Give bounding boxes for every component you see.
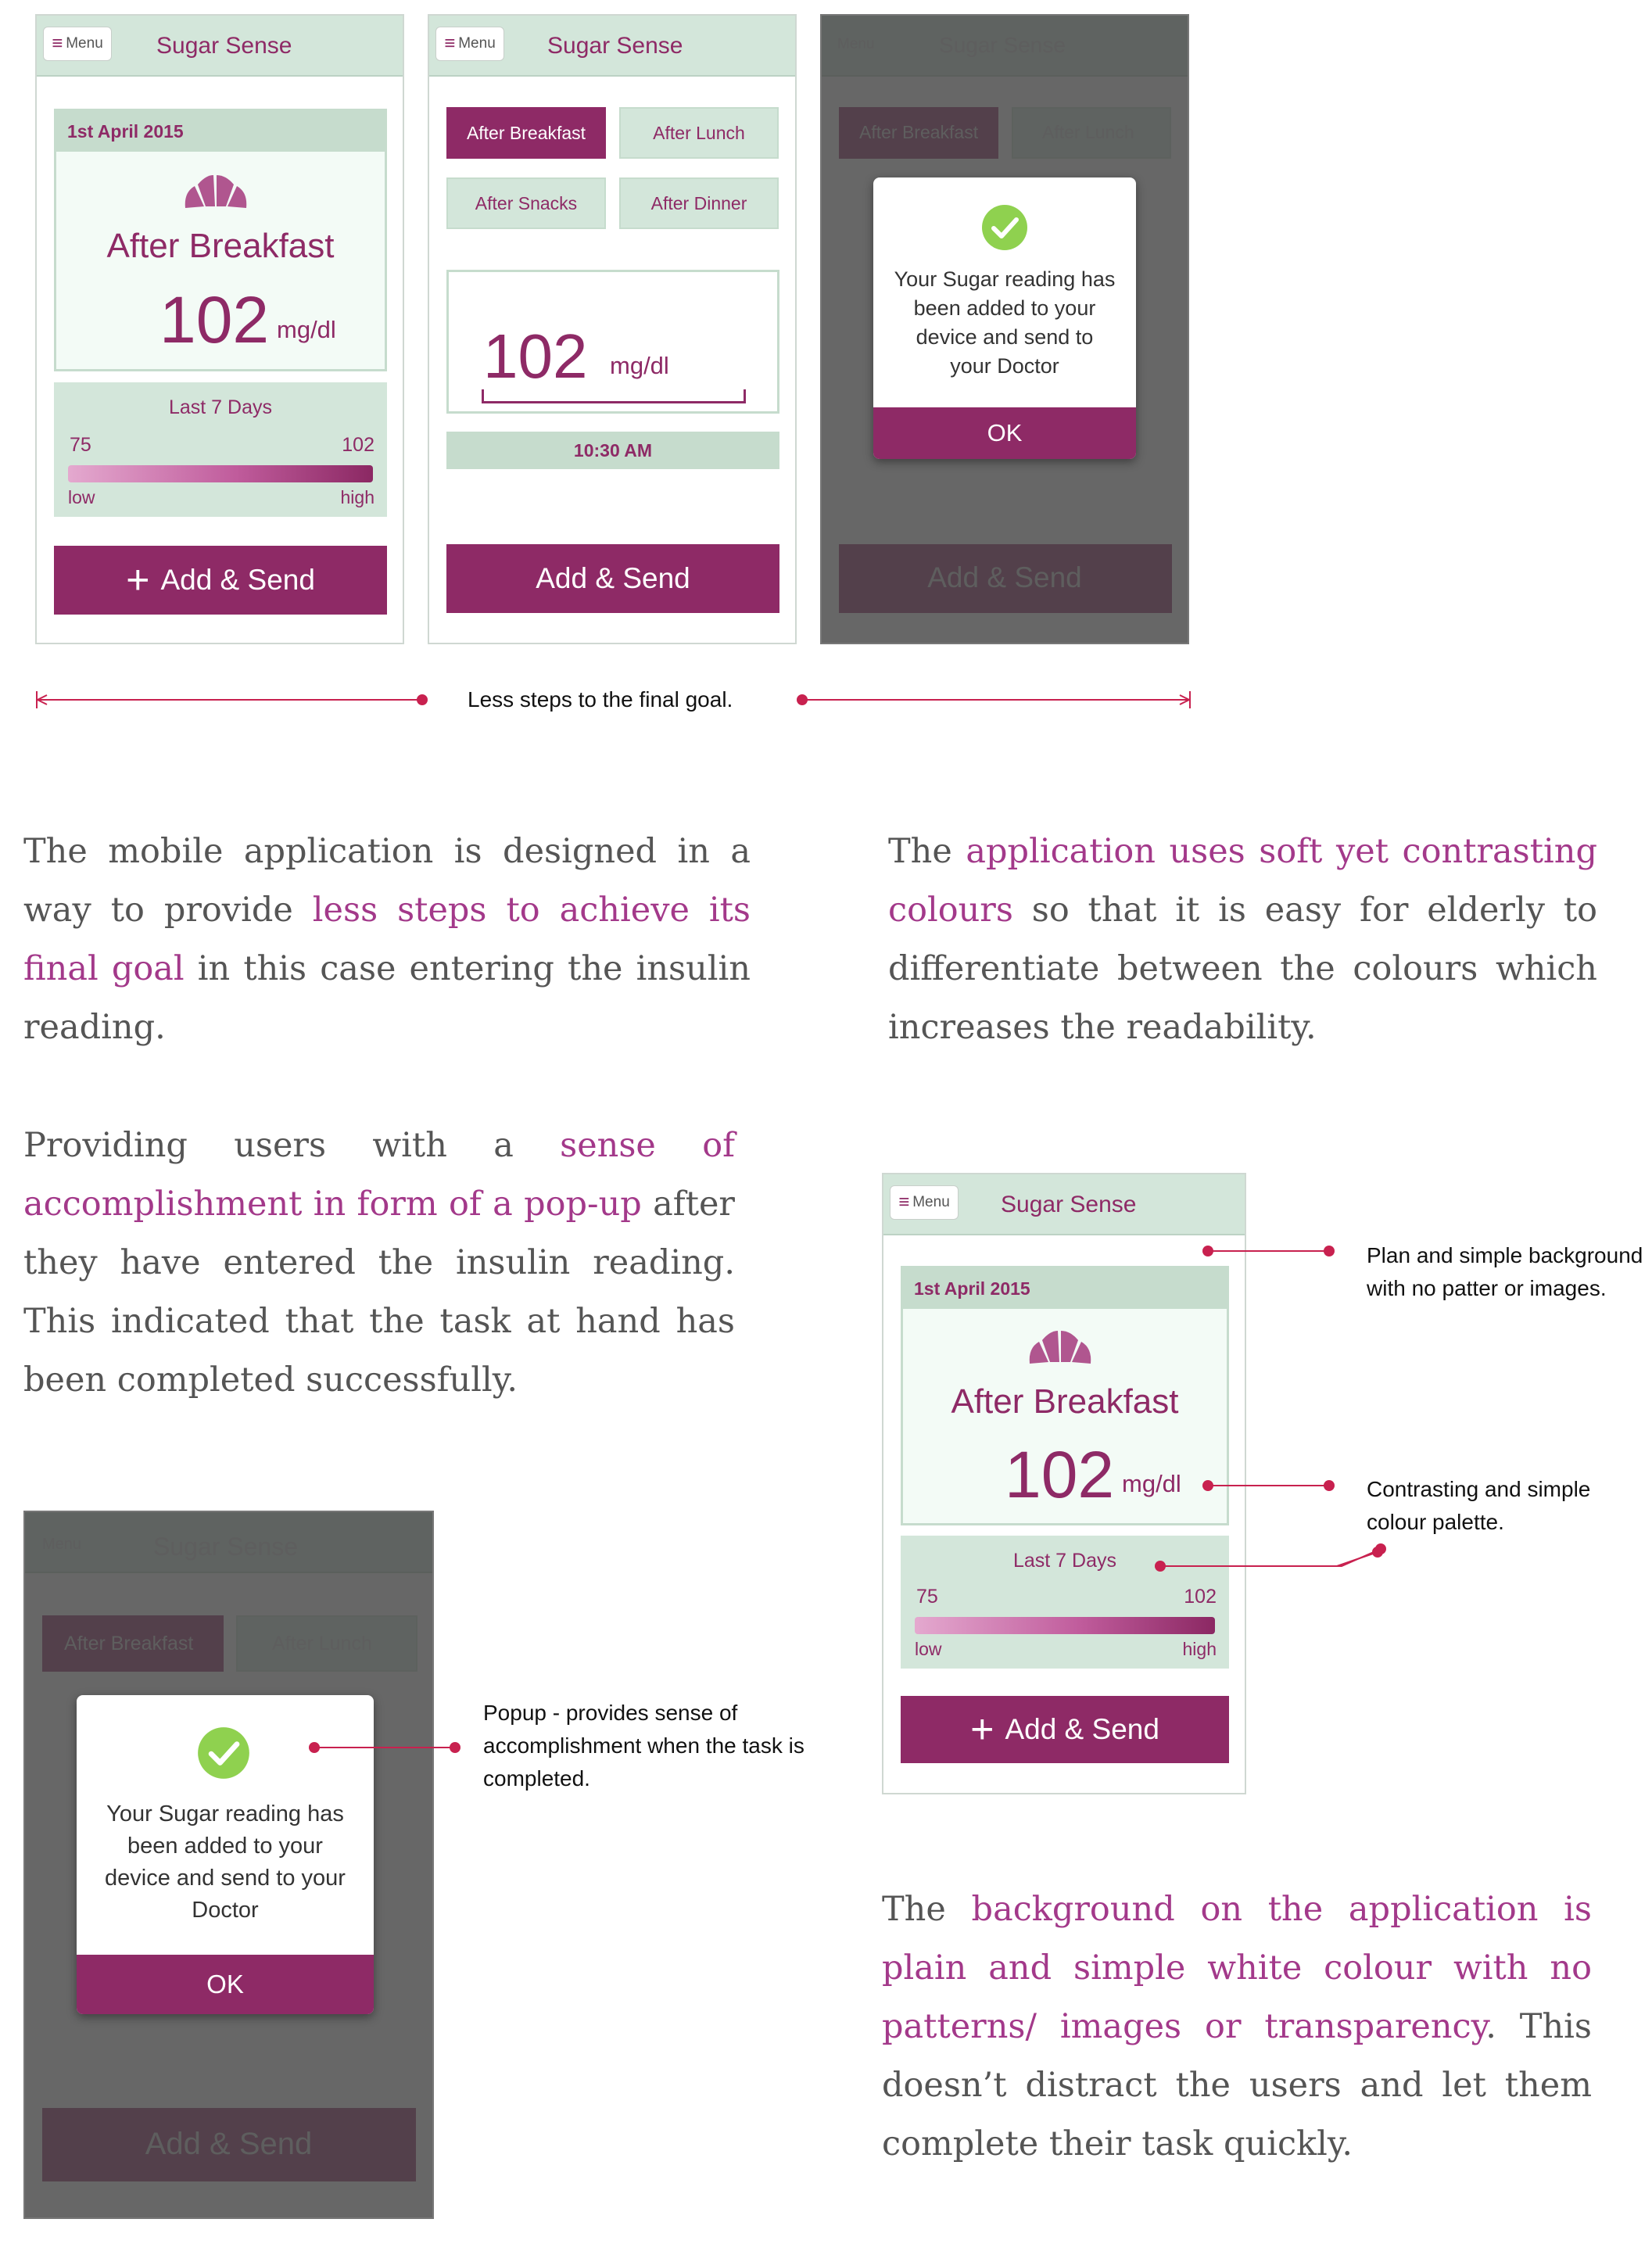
ok-button[interactable]: OK [873,407,1136,459]
reading-unit: mg/dl [610,352,669,379]
last-7-days-panel [54,382,387,517]
menu-label-dimmed: Menu [837,36,875,52]
meal-label: After Breakfast [951,1382,1179,1421]
p1-text-end: in this case entering the insulin reading. [23,949,751,1047]
p3-text-end: after they have entered the insulin reading. This indicated that the task at hand has been completed successfully. [23,1185,735,1400]
reading-unit: mg/dl [277,316,336,343]
option-after-dinner[interactable]: After Dinner [619,177,779,229]
paragraph-colours [888,823,1597,1057]
paragraph-steps [23,823,751,1057]
hamburger-icon: ≡ [52,33,63,54]
range-bar [68,465,373,482]
reading-value: 102 [483,321,588,391]
confirmation-message: Your Sugar reading has been added to your device and send to your Doctor [105,1801,346,1923]
p3-highlight: sense of accomplishment in form of a pop-up [23,1126,735,1224]
option-after-breakfast-dimmed: After Breakfast [859,122,979,142]
option-after-breakfast[interactable]: After Breakfast [446,107,606,159]
ok-button[interactable]: OK [77,1955,374,2014]
stats-min: 75 [70,434,91,456]
meal-label: After Breakfast [106,227,335,265]
menu-label: Menu [458,35,496,52]
p1-highlight: less steps to achieve its final goal [23,891,751,988]
option-after-lunch-dimmed: After Lunch [1042,122,1134,142]
app-header [37,16,403,77]
menu-label: Menu [912,1194,950,1210]
add-send-label: Add & Send [536,562,690,594]
check-circle-icon [981,204,1028,251]
annotation-line-stats [1149,1536,1392,1583]
add-send-button[interactable] [901,1696,1229,1763]
input-underline [482,389,746,403]
plus-icon: + [970,1707,994,1752]
reading-value: 102 [159,283,270,357]
menu-label: Menu [66,35,103,52]
app-header [429,16,795,77]
stats-low: low [68,487,95,507]
p2-text: The [888,832,966,871]
hamburger-icon: ≡ [444,33,456,54]
app-title-dimmed: Sugar Sense [939,33,1066,57]
p4-highlight: background on the application is plain and simple white colour with no patterns/ images or transparency [882,1890,1592,2046]
add-send-label: Add & Send [160,564,315,596]
plus-icon: + [126,557,150,603]
background-annotation: Plan and simple background with no patter or images. [1367,1243,1643,1300]
add-send-label: Add & Send [1005,1713,1159,1745]
stats-min: 75 [916,1586,938,1608]
popup-example-screen [23,1511,434,2219]
stats-title: Last 7 Days [1012,1550,1116,1572]
app-title: Sugar Sense [1001,1192,1137,1217]
p1-text: The mobile application is designed in a way to provide [23,832,751,930]
stats-high: high [340,487,374,507]
stats-max: 102 [342,434,374,456]
reading-input[interactable] [446,270,779,414]
range-bar [915,1617,1215,1634]
confirmation-dialog [873,177,1136,459]
flow-caption: Less steps to the final goal. [468,687,733,712]
popup-callout-line [305,1736,469,1759]
confirmation-screen [820,14,1189,644]
menu-button[interactable] [890,1185,959,1220]
app-title: Sugar Sense [156,33,292,59]
app-title-dimmed: Sugar Sense [153,1532,299,1561]
menu-button[interactable] [43,27,112,61]
add-send-button[interactable] [446,544,779,613]
croissant-icon [181,169,251,211]
p4-text-end: . This doesn’t distract the users and let them complete their task quickly. [882,2007,1592,2163]
croissant-icon [1025,1325,1095,1367]
popup-annotation: Popup - provides sense of accomplishment when the task is completed. [483,1701,804,1791]
stats-low: low [915,1639,942,1659]
add-send-dimmed: Add & Send [927,561,1082,593]
home-screen [35,14,404,644]
check-circle-icon [197,1726,250,1780]
entry-screen [428,14,797,644]
stats-title: Last 7 Days [168,396,272,418]
paragraph-popup [23,1117,735,1410]
add-send-dimmed: Add & Send [145,2127,313,2161]
app-header [883,1174,1245,1235]
option-after-breakfast-dimmed: After Breakfast [64,1633,194,1654]
reading-unit: mg/dl [1122,1470,1181,1497]
confirmation-message: Your Sugar reading has been added to your device and send to your Doctor [894,267,1116,378]
p3-text: Providing users with a [23,1126,561,1165]
menu-button[interactable] [435,27,504,61]
paragraph-background [882,1880,1592,2174]
palette-annotation: Contrasting and simple colour palette. [1367,1477,1591,1534]
add-send-button[interactable] [54,546,387,615]
p2-text-end: so that it is easy for elderly to differentiate between the colours which increases the readability. [888,891,1597,1047]
reading-value: 102 [1005,1438,1115,1511]
option-after-lunch[interactable]: After Lunch [619,107,779,159]
reading-date: 1st April 2015 [903,1268,1227,1309]
hamburger-icon: ≡ [898,1192,910,1213]
menu-label-dimmed: Menu [42,1536,82,1553]
app-title: Sugar Sense [547,33,683,59]
stats-max: 102 [1184,1586,1217,1608]
time-field[interactable]: 10:30 AM [446,432,779,469]
p2-highlight: application uses soft yet contrasting colours [888,832,1597,930]
option-after-lunch-dimmed: After Lunch [272,1633,372,1654]
stats-high: high [1182,1639,1217,1659]
option-after-snacks[interactable]: After Snacks [446,177,606,229]
p4-text: The [882,1890,972,1929]
reading-date: 1st April 2015 [56,111,385,152]
reading-card [54,109,387,371]
